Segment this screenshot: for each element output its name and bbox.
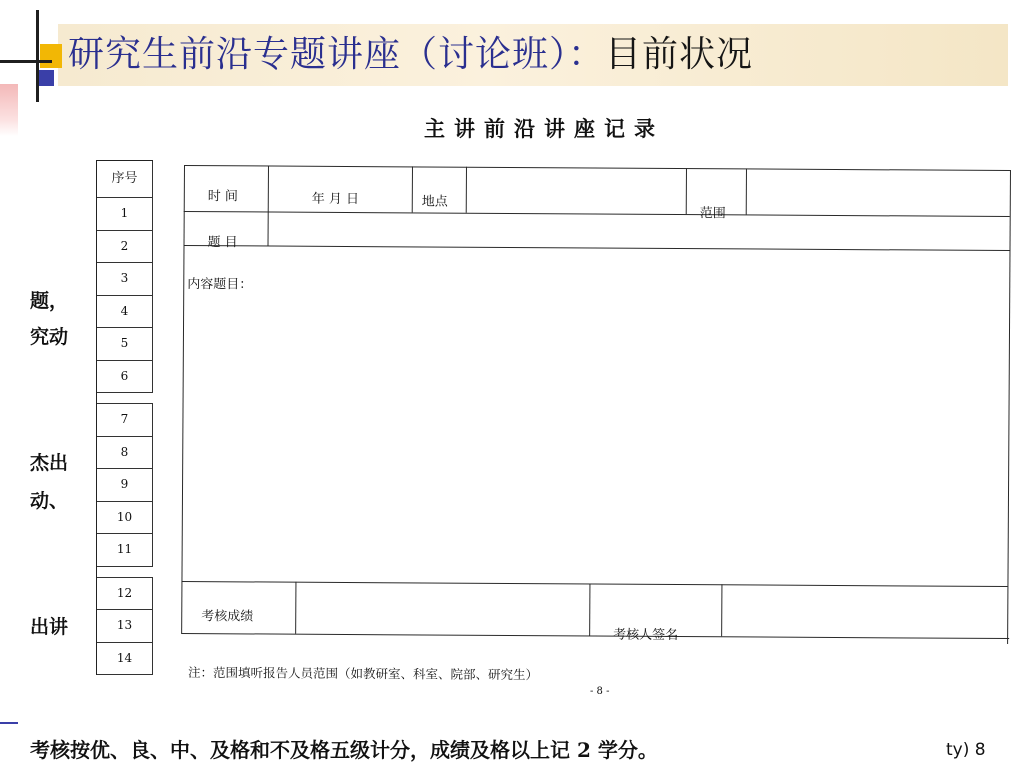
- sequence-number: 9: [97, 469, 153, 502]
- grade-label: 考核成绩: [201, 609, 254, 625]
- form-col-line: [589, 583, 591, 635]
- date-field: 年 月 日: [311, 191, 360, 208]
- sequence-number: 11: [97, 534, 153, 567]
- sequence-header: 序号: [97, 161, 153, 198]
- sequence-number: 3: [97, 263, 153, 296]
- credit-rule-text: 考核按优、良、中、及格和不及格五级计分，成绩及格以上记 2 学分。: [30, 738, 658, 762]
- slide-footer: ty) 8: [946, 740, 986, 760]
- form-border-bottom: [181, 633, 1009, 639]
- form-col-line: [466, 167, 468, 213]
- signature-label: 考核人签名: [613, 627, 679, 644]
- sequence-number: 2: [97, 231, 153, 264]
- sequence-number: 4: [97, 296, 153, 329]
- content-label: 内容题目：: [187, 277, 253, 293]
- form-row-line: [184, 245, 1010, 251]
- form-col-line: [412, 166, 414, 212]
- form-border-left: [181, 165, 185, 633]
- side-text-3: 杰出: [30, 452, 69, 474]
- sequence-number: 14: [97, 643, 153, 676]
- slide-title-main: 研究生前沿专题讲座（讨论班）：: [68, 34, 606, 75]
- form-col-line: [721, 584, 723, 636]
- sequence-column: [96, 160, 153, 675]
- sequence-number: 10: [97, 502, 153, 535]
- form-col-line: [746, 168, 748, 214]
- sequence-number: 6: [97, 361, 153, 394]
- form-row-line: [184, 211, 1010, 217]
- sequence-number: 5: [97, 328, 153, 361]
- form-col-line: [686, 168, 688, 214]
- decor-horizontal-line: [0, 60, 52, 63]
- sequence-gap: [97, 567, 153, 578]
- decor-blue-tick: [0, 722, 18, 724]
- sequence-gap: [97, 393, 153, 404]
- sequence-number: 1: [97, 198, 153, 231]
- form-note: 注：范围填听报告人员范围（如教研室、科室、院部、研究生）: [187, 664, 539, 683]
- page-number: - 8 -: [590, 686, 610, 697]
- document-title: 主讲前沿讲座记录: [424, 116, 664, 141]
- slide-title: [68, 26, 753, 86]
- place-label: 地点: [421, 194, 448, 210]
- sequence-number: 8: [97, 437, 153, 470]
- scope-label: 范围: [699, 206, 726, 222]
- lecture-record-form: [181, 165, 1014, 662]
- topic-label: 题 目: [207, 235, 238, 251]
- form-border-right: [1007, 170, 1011, 644]
- sequence-number: 7: [97, 404, 153, 437]
- decor-vertical-line: [36, 10, 39, 102]
- decor-pink-bar: [0, 84, 18, 136]
- form-col-line: [295, 582, 297, 634]
- time-label: 时 间: [207, 189, 238, 205]
- form-row-line: [181, 581, 1007, 587]
- sequence-number: 13: [97, 610, 153, 643]
- decor-yellow-square: [40, 44, 62, 68]
- side-text-2: 究动: [30, 326, 69, 348]
- slide-title-suffix: 目前状况: [605, 34, 754, 75]
- form-border-top: [184, 165, 1010, 171]
- side-text-4: 动、: [30, 490, 69, 512]
- side-text-1: 题，: [30, 290, 69, 312]
- form-col-line: [268, 166, 270, 246]
- sequence-number: 12: [97, 578, 153, 611]
- side-text-5: 出讲: [30, 616, 69, 638]
